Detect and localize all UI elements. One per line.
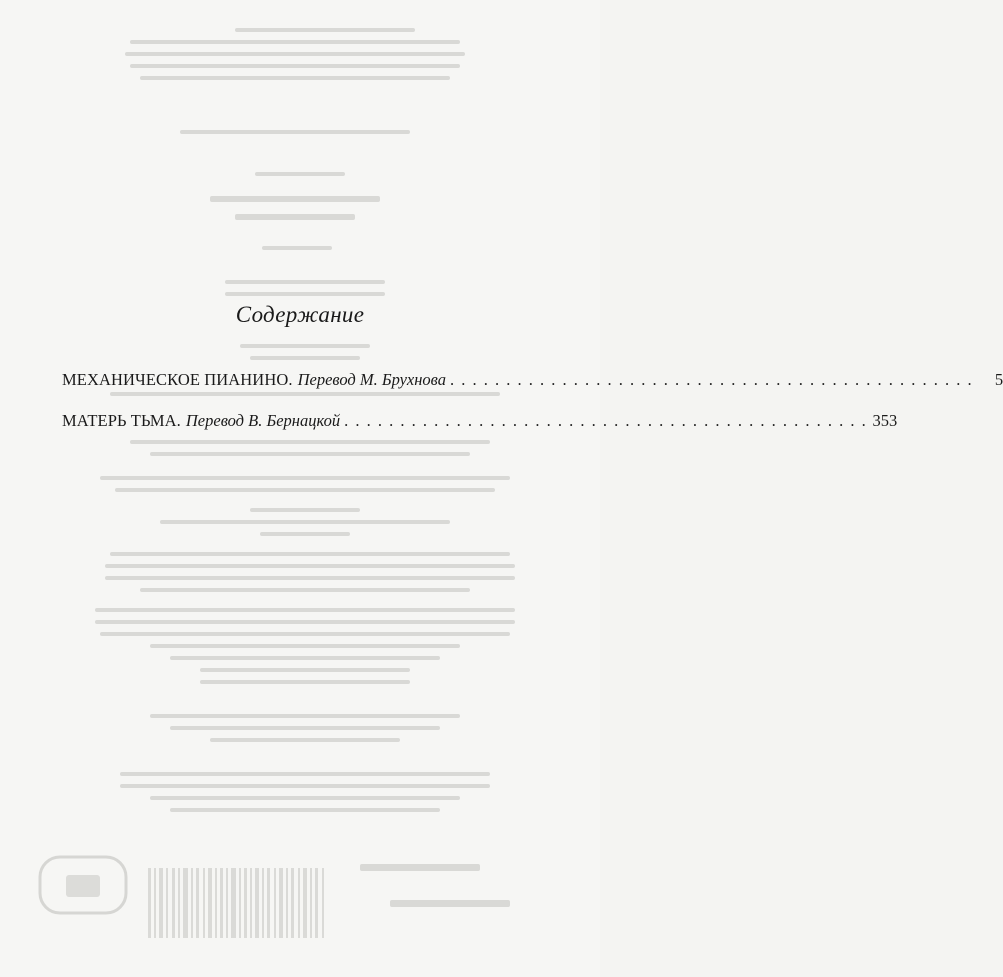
toc-entry[interactable]: [62, 370, 1003, 390]
toc-entry-page-number: 5: [994, 370, 1003, 389]
toc-entry[interactable]: [62, 411, 898, 431]
toc-entry-page-number: 353: [872, 411, 898, 430]
age-rating-icon: [38, 855, 128, 915]
dot-leader: . . . . . . . . . . . . . . . . . . . . . . . . . . . . . . . . . . . . . . . . . . . . . . .: [449, 370, 974, 389]
toc-entry-translator: Перевод М. Бруxнова: [297, 370, 446, 389]
toc-entry-title: МЕХАНИЧЕСКОЕ ПИАНИНО.: [62, 370, 293, 389]
toc-entry-title: МАТЕРЬ ТЬМА.: [62, 411, 181, 430]
toc-entry-translator: Перевод В. Бернацкой: [185, 411, 341, 430]
barcode-icon: [148, 868, 328, 948]
dot-leader: . . . . . . . . . . . . . . . . . . . . . . . . . . . . . . . . . . . . . . . . . . . . . . .: [344, 411, 868, 430]
contents-heading: Содержание: [235, 302, 365, 327]
